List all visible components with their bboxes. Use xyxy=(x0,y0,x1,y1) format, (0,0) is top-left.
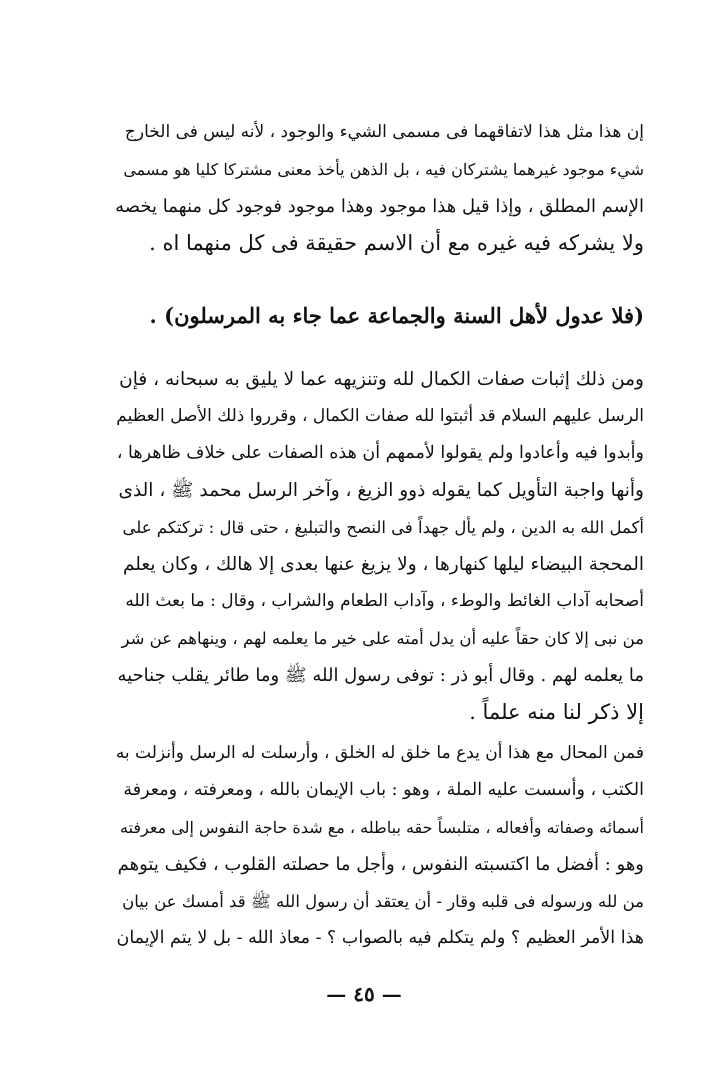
paragraph-2 xyxy=(112,361,644,731)
text-line: أصحابه آداب الغائط والوطء ، وآداب الطعام والشراب ، وقال : ما بعث الله xyxy=(125,591,644,611)
text-line: ما يعلمه لهم . وقال أبو ذر : توفى رسول الله ﷺ وما طائر يقلب جناحيه xyxy=(117,665,644,686)
text-line: إلا ذكر لنا منه علماً . xyxy=(469,700,644,724)
text-line: الرسل عليهم السلام قد أثبتوا لله صفات الكمال ، وقرروا ذلك الأصل العظيم xyxy=(116,406,644,426)
text-line: إن هذا مثل هذا لاتفاقهما فى مسمى الشيء والوجود ، لأنه ليس فى الخارج xyxy=(124,122,644,142)
text-line: وهو : أفضل ما اكتسبته النفوس ، وأجل ما حصلته القلوب ، فكيف يتوهم xyxy=(117,854,644,875)
text-line: وأبدوا فيه وأعادوا ولم يقولوا لأممهم أن هذه الصفات على خلاف ظاهرها ، xyxy=(116,443,644,463)
text-line: فمن المحال مع هذا أن يدع ما خلق له الخلق ، وأرسلت له الرسل وأنزلت به xyxy=(115,743,644,763)
text-line: وأنها واجبة التأويل كما يقوله ذوو الزيغ ، وآخر الرسل محمد ﷺ ، الذى xyxy=(118,480,644,501)
text-line: أكمل الله به الدين ، ولم يأل جهداً فى النصح والتبليغ ، حتى قال : تركتكم على xyxy=(122,518,644,537)
text-line: الإسم المطلق ، وإذا قيل هذا موجود وهذا موجود فوجود كل منهما يخصه xyxy=(115,196,644,217)
text-line: الكتب ، وأسست عليه الملة ، وهو : باب الإيمان بالله ، ومعرفته ، ومعرفة xyxy=(123,780,644,800)
text-line: ولا يشركه فيه غيره مع أن الاسم حقيقة فى كل منهما اه . xyxy=(149,231,644,255)
text-line: المحجة البيضاء ليلها كنهارها ، ولا يزيغ عنها بعدى إلا هالك ، وكان يعلم xyxy=(122,554,644,575)
page-number: — ٤٥ — xyxy=(326,982,402,1006)
text-line: أسمائه وصفاته وأفعاله ، متلبساً حقه بباطله ، مع شدة حاجة النفوس إلى معرفته xyxy=(119,818,644,837)
text-line: من لله ورسوله فى قلبه وقار - أن يعتقد أن رسول الله ﷺ قد أمسك عن بيان xyxy=(122,892,644,911)
text-line: من نبى إلا كان حقاً عليه أن يدل أمته على خير ما يعلمه لهم ، وينهاهم عن شر xyxy=(121,629,644,648)
text-line: شيء موجود غيرهما يشتركان فيه ، بل الذهن يأخذ معنى مشتركا كليا هو مسمى xyxy=(123,160,644,179)
section-heading xyxy=(112,297,644,334)
paragraph-1 xyxy=(112,114,644,262)
heading-line: (فلا عدول لأهل السنة والجماعة عما جاء به المرسلون) . xyxy=(149,303,644,328)
text-line: ومن ذلك إثبات صفات الكمال لله وتنزيهه عما لا يليق به سبحانه ، فإن xyxy=(119,369,644,390)
paragraph-3 xyxy=(112,735,644,957)
text-line: هذا الأمر العظيم ؟ ولم يتكلم فيه بالصواب ؟ - معاذ الله - بل لا يتم الإيمان xyxy=(116,928,644,948)
